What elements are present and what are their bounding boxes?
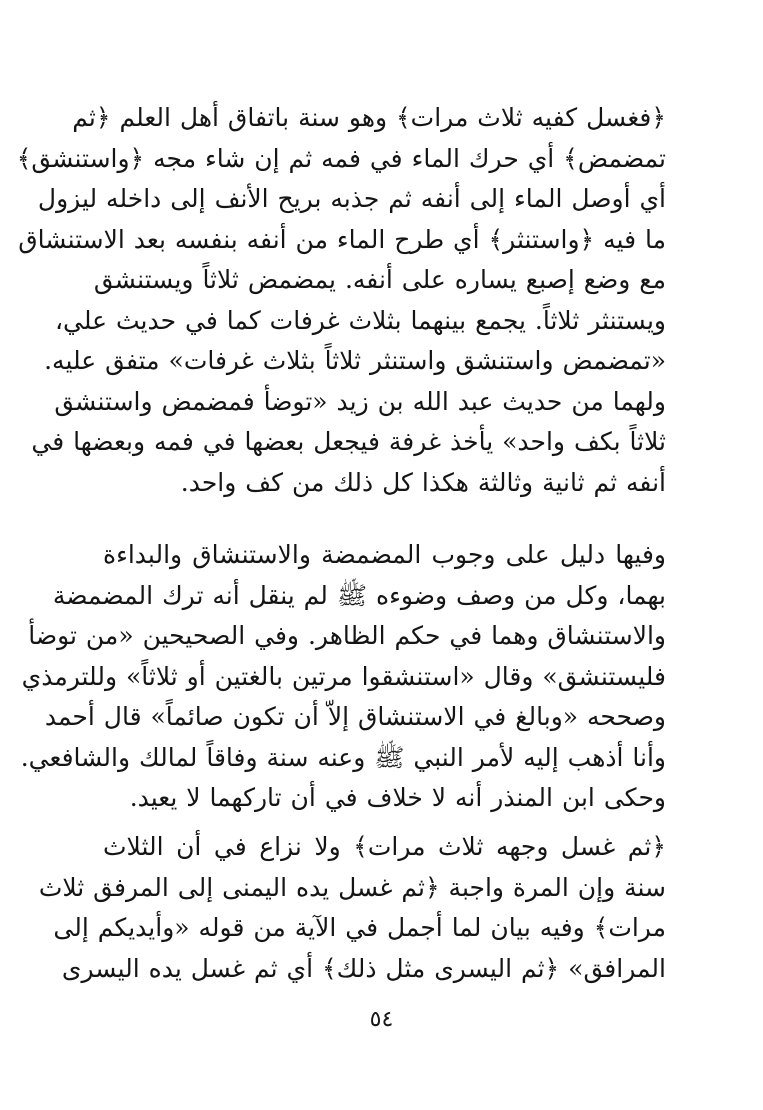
paragraph-face-and-arms <box>38 827 666 989</box>
text-line: تمضمض﴾ أي حرك الماء في فمه ثم إن شاء مجه ﴿واستنشق﴾ <box>16 143 666 173</box>
text-line: وصححه «وبالغ في الاستنشاق إلاّ أن تكون صائماً» قال أحمد <box>44 702 666 731</box>
paragraph-ablution-hands-mouth-nose <box>16 98 666 503</box>
text-line: مع وضع إصبع يساره على أنفه. يمضمض ثلاثاً ويستنشق <box>93 265 666 294</box>
text-line: ﴿ثم غسل وجهه ثلاث مرات﴾ ولا نزاع في أن الثلاث <box>103 832 666 861</box>
text-line: وحكى ابن المنذر أنه لا خلاف في أن تاركهما لا يعيد. <box>129 783 666 812</box>
text-line: والاستنشاق وهما في حكم الظاهر. وفي الصحيحين «من توضأ <box>28 621 666 650</box>
text-line: وفيها دليل على وجوب المضمضة والاستنشاق والبداءة <box>103 540 666 569</box>
text-line: ويستنثر ثلاثاً. يجمع بينهما بثلاث غرفات كما في حديث علي، <box>54 305 666 335</box>
text-line: ما فيه ﴿واستنثر﴾ أي طرح الماء من أنفه بنفسه بعد الاستنشاق <box>18 224 666 254</box>
text-line: فليستنشق» وقال «استنشقوا مرتين بالغتين أو ثلاثاً» وللترمذي <box>21 661 666 691</box>
text-line: ولهما من حديث عبد الله بن زيد «توضأ فمضمض واستنشق <box>54 386 666 416</box>
text-line: سنة وإن المرة واجبة ﴿ثم غسل يده اليمنى إلى المرفق ثلاث <box>38 872 666 902</box>
text-line: وأنا أذهب إليه لأمر النبي ﷺ وعنه سنة وفاقاً لمالك والشافعي. <box>20 742 666 772</box>
text-line: ثلاثاً بكف واحد» يأخذ غرفة فيجعل بعضها في فمه وبعضها في <box>31 427 666 456</box>
text-line: المرافق» ﴿ثم اليسرى مثل ذلك﴾ أي ثم غسل يده اليسرى <box>61 953 666 983</box>
text-line: أنفه ثم ثانية وثالثة هكذا كل ذلك من كف واحد. <box>180 467 666 497</box>
page-number: ٥٤ <box>369 1007 394 1032</box>
text-line: ﴿فغسل كفيه ثلاث مرات﴾ وهو سنة باتفاق أهل العلم ﴿ثم <box>72 103 666 132</box>
text-line: «تمضمض واستنشق واستنثر ثلاثاً بثلاث غرفات» متفق عليه. <box>44 346 666 375</box>
text-line: بهما، وكل من وصف وضوءه ﷺ لم ينقل أنه ترك المضمضة <box>52 580 666 610</box>
text-line: مرات﴾ وفيه بيان لما أجمل في الآية من قوله «وأيديكم إلى <box>53 913 666 942</box>
paragraph-obligation-evidence <box>20 535 666 819</box>
text-line: أي أوصل الماء إلى أنفه ثم جذبه بريح الأنف إلى داخله ليزول <box>37 184 666 213</box>
